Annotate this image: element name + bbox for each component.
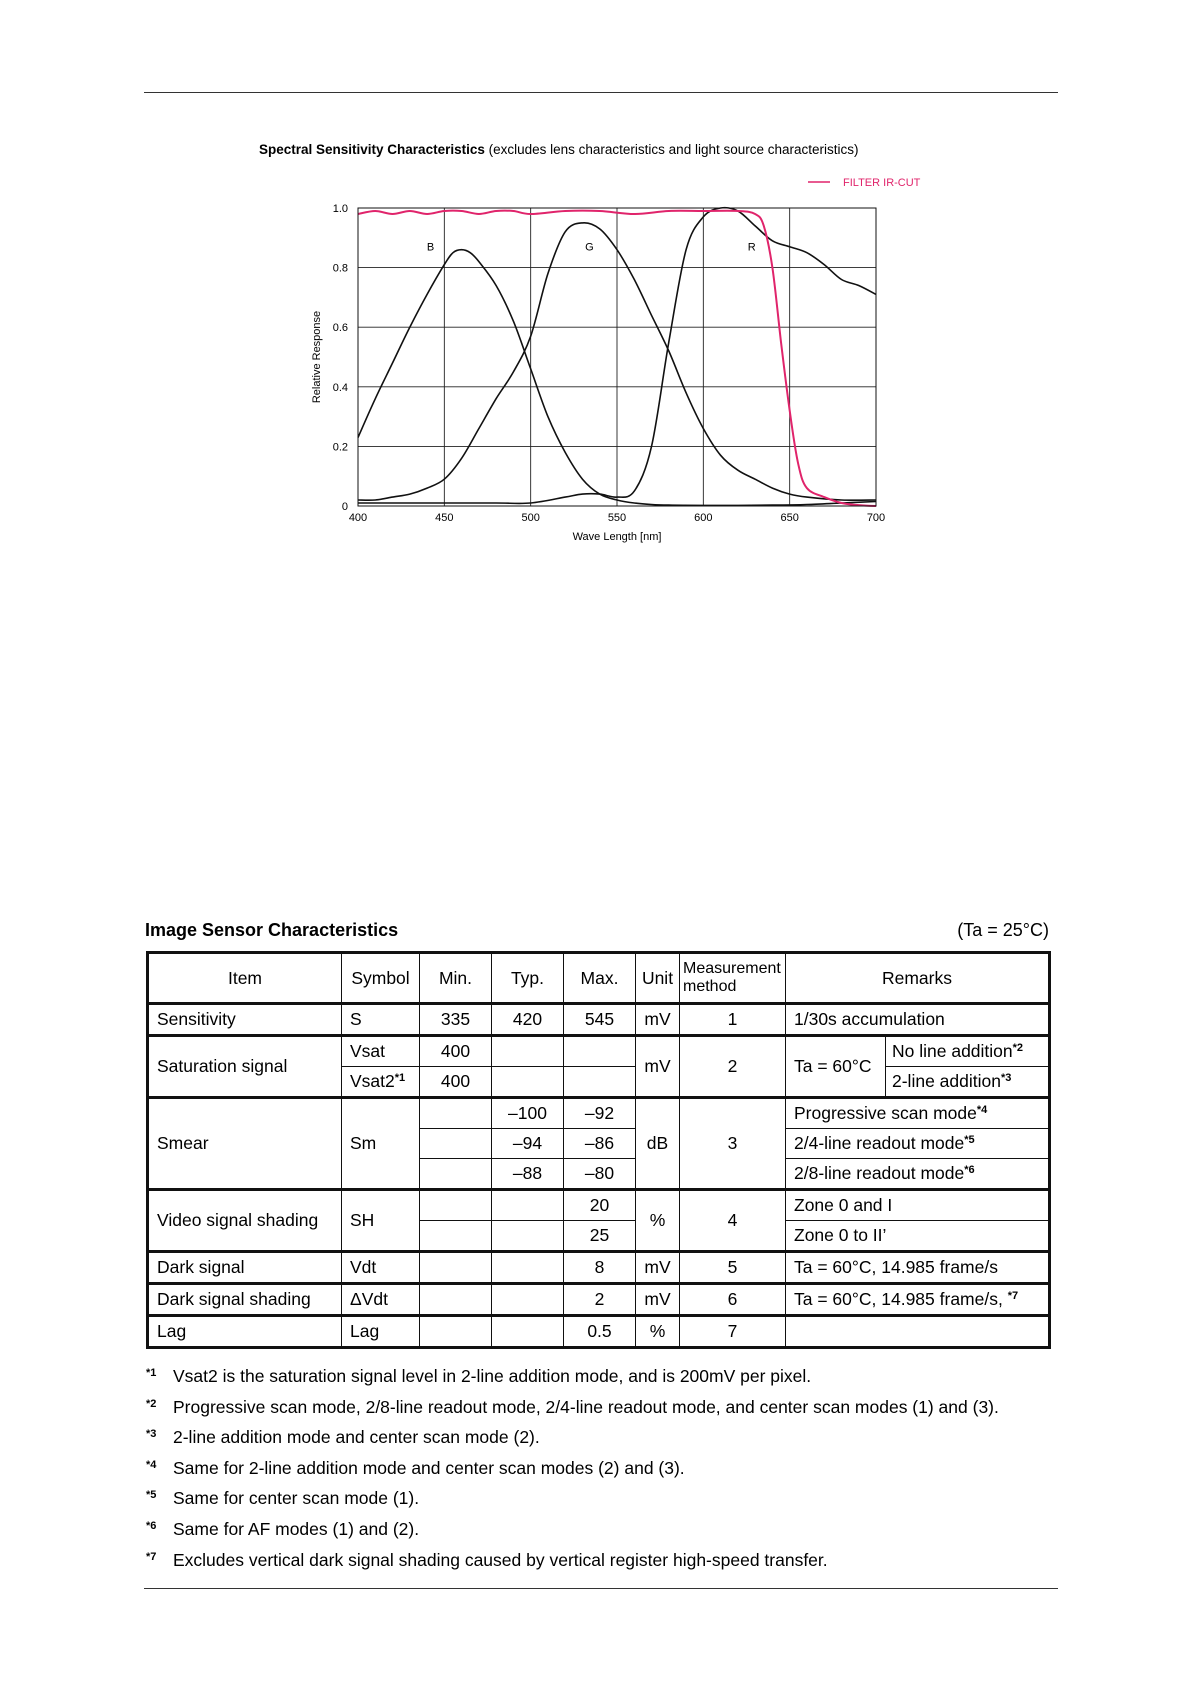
- smear-max-3: –80: [564, 1159, 636, 1190]
- saturation-remark-1: No line addition$^{*2}$: [886, 1036, 1050, 1067]
- header-remarks: Remarks: [786, 953, 1050, 1004]
- header-typ: Typ.: [492, 953, 564, 1004]
- dark-min-empty: [420, 1252, 492, 1284]
- lag-method: 7: [680, 1316, 786, 1348]
- shading-remark-2: Zone 0 to II’: [786, 1221, 1050, 1252]
- footnote-5: *5 Same for center scan mode (1).: [146, 1488, 420, 1509]
- sensitivity-method: 1: [680, 1004, 786, 1036]
- x-tick-label: 500: [521, 512, 540, 524]
- smear-typ-1: –100: [492, 1098, 564, 1129]
- chart-title: Spectral Sensitivity Characteristics (excludes lens characteristics and light source characteristics): [259, 142, 859, 157]
- shading-unit: %: [636, 1190, 680, 1252]
- smear-remark-1: Progressive scan mode$^{*4}$: [786, 1098, 1050, 1129]
- footnotes: [146, 1360, 999, 1574]
- dark-shading-typ-empty: [492, 1284, 564, 1316]
- y-tick-label: 0.6: [332, 322, 348, 335]
- dark-shading-remarks: Ta = 60°C, 14.985 frame/s, $^{*7}$: [786, 1284, 1050, 1316]
- y-tick-label: 0.8: [332, 262, 348, 275]
- saturation-max-1-empty: [564, 1036, 636, 1067]
- row-shading-1: [148, 1190, 1050, 1221]
- header-symbol: Symbol: [342, 953, 420, 1004]
- smear-typ-3: –88: [492, 1159, 564, 1190]
- row-lag: [148, 1316, 1050, 1348]
- sensitivity-min: 335: [420, 1004, 492, 1036]
- dark-typ-empty: [492, 1252, 564, 1284]
- sensitivity-remarks: 1/30s accumulation: [786, 1004, 1050, 1036]
- smear-min-1-empty: [420, 1098, 492, 1129]
- saturation-typ-2-empty: [492, 1067, 564, 1098]
- footnote-6: *6 Same for AF modes (1) and (2).: [146, 1518, 420, 1539]
- row-saturation-1: [148, 1036, 1050, 1067]
- shading-min-2-empty: [420, 1221, 492, 1252]
- item-sensitivity: Sensitivity: [148, 1004, 342, 1036]
- y-axis-label: Relative Response: [311, 310, 323, 404]
- symbol-sm: Sm: [342, 1098, 420, 1190]
- curve-label-r: R: [747, 241, 756, 254]
- y-tick-label: 0: [341, 501, 348, 513]
- sensor-characteristics-table: [146, 951, 1051, 1349]
- smear-max-1: –92: [564, 1098, 636, 1129]
- dark-shading-min-empty: [420, 1284, 492, 1316]
- row-dark-shading: [148, 1284, 1050, 1316]
- sensitivity-max: 545: [564, 1004, 636, 1036]
- x-tick-label: 400: [348, 512, 368, 524]
- symbol-vdt: Vdt: [342, 1252, 420, 1284]
- dark-shading-method: 6: [680, 1284, 786, 1316]
- smear-remark-3: 2/8-line readout mode$^{*6}$: [786, 1159, 1050, 1190]
- x-axis-label: Wave Length [nm]: [572, 531, 662, 543]
- saturation-ta: Ta = 60°C: [786, 1036, 886, 1098]
- header-item: Item: [148, 953, 342, 1004]
- symbol-lag: Lag: [342, 1316, 420, 1348]
- row-smear-1: [148, 1098, 1050, 1129]
- footnote-1: *1 Vsat2 is the saturation signal level in 2-line addition mode, and is 200mV per pixel.: [146, 1366, 812, 1386]
- lag-unit: %: [636, 1316, 680, 1348]
- top-rule: [144, 92, 1058, 93]
- chart-labels: [427, 242, 756, 254]
- saturation-min-1: 400: [420, 1036, 492, 1067]
- sensitivity-unit: mV: [636, 1004, 680, 1036]
- smear-min-3-empty: [420, 1159, 492, 1190]
- x-tick-label: 600: [694, 512, 713, 524]
- x-tick-label: 450: [435, 512, 454, 524]
- legend-label: FILTER IR-CUT: [843, 177, 921, 189]
- smear-typ-2: –94: [492, 1129, 564, 1159]
- curve-label-b: B: [426, 241, 435, 254]
- sensitivity-typ: 420: [492, 1004, 564, 1036]
- x-tick-label: 550: [607, 512, 627, 524]
- shading-remark-1: Zone 0 and I: [786, 1190, 1050, 1221]
- x-tick-label: 700: [866, 512, 886, 524]
- symbol-sh: SH: [342, 1190, 420, 1252]
- item-lag: Lag: [148, 1316, 342, 1348]
- item-dark-shading: Dark signal shading: [148, 1284, 342, 1316]
- table-header-row: [148, 953, 1050, 1004]
- footnote-7: *7 Excludes vertical dark signal shading caused by vertical register high-speed transfer.: [146, 1549, 828, 1570]
- saturation-max-2-empty: [564, 1067, 636, 1098]
- curve-label-g: G: [585, 241, 594, 254]
- dark-remarks: Ta = 60°C, 14.985 frame/s: [786, 1252, 1050, 1284]
- smear-min-2-empty: [420, 1129, 492, 1159]
- header-unit: Unit: [636, 953, 680, 1004]
- table-title: Image Sensor Characteristics: [145, 920, 399, 940]
- y-tick-label: 1.0: [332, 203, 348, 215]
- shading-method: 4: [680, 1190, 786, 1252]
- lag-max: 0.5: [564, 1316, 636, 1348]
- footnote-4: *4 Same for 2-line addition mode and center scan modes (2) and (3).: [146, 1457, 685, 1478]
- saturation-typ-1-empty: [492, 1036, 564, 1067]
- item-smear: Smear: [148, 1098, 342, 1190]
- lag-remarks-empty: [786, 1316, 1050, 1348]
- header-min: Min.: [420, 953, 492, 1004]
- y-tick-label: 0.4: [332, 381, 348, 394]
- dark-max: 8: [564, 1252, 636, 1284]
- header-measurement-method: Measurement method: [680, 953, 786, 1004]
- dark-shading-unit: mV: [636, 1284, 680, 1316]
- dark-unit: mV: [636, 1252, 680, 1284]
- shading-max-1: 20: [564, 1190, 636, 1221]
- table-condition: (Ta = 25°C): [957, 920, 1049, 940]
- symbol-s: S: [342, 1004, 420, 1036]
- shading-typ-2-empty: [492, 1221, 564, 1252]
- shading-typ-1-empty: [492, 1190, 564, 1221]
- item-video-shading: Video signal shading: [148, 1190, 342, 1252]
- symbol-vsat2: Vsat2$^{*1}$: [342, 1067, 420, 1098]
- footnote-3: *3 2-line addition mode and center scan mode (2).: [146, 1427, 540, 1448]
- smear-unit: dB: [636, 1098, 680, 1190]
- spectral-sensitivity-chart: [290, 170, 930, 550]
- symbol-vsat: Vsat: [342, 1036, 420, 1067]
- item-saturation: Saturation signal: [148, 1036, 342, 1098]
- lag-min-empty: [420, 1316, 492, 1348]
- bottom-rule: [144, 1588, 1058, 1589]
- shading-max-2: 25: [564, 1221, 636, 1252]
- saturation-method: 2: [680, 1036, 786, 1098]
- smear-max-2: –86: [564, 1129, 636, 1159]
- y-tick-label: 0.2: [332, 441, 348, 454]
- dark-shading-max: 2: [564, 1284, 636, 1316]
- saturation-remark-2: 2-line addition$^{*3}$: [886, 1067, 1050, 1098]
- smear-method: 3: [680, 1098, 786, 1190]
- row-sensitivity: [148, 1004, 1050, 1036]
- x-tick-label: 650: [780, 512, 799, 524]
- footnote-2: *2 Progressive scan mode, 2/8-line readout mode, 2/4-line readout mode, and center scan modes (1) and (3).: [146, 1396, 999, 1417]
- row-dark-signal: [148, 1252, 1050, 1284]
- shading-min-1-empty: [420, 1190, 492, 1221]
- lag-typ-empty: [492, 1316, 564, 1348]
- symbol-delta-vdt: ΔVdt: [342, 1284, 420, 1316]
- header-max: Max.: [564, 953, 636, 1004]
- dark-method: 5: [680, 1252, 786, 1284]
- item-dark-signal: Dark signal: [148, 1252, 342, 1284]
- saturation-min-2: 400: [420, 1067, 492, 1098]
- smear-remark-2: 2/4-line readout mode$^{*5}$: [786, 1129, 1050, 1159]
- saturation-unit: mV: [636, 1036, 680, 1098]
